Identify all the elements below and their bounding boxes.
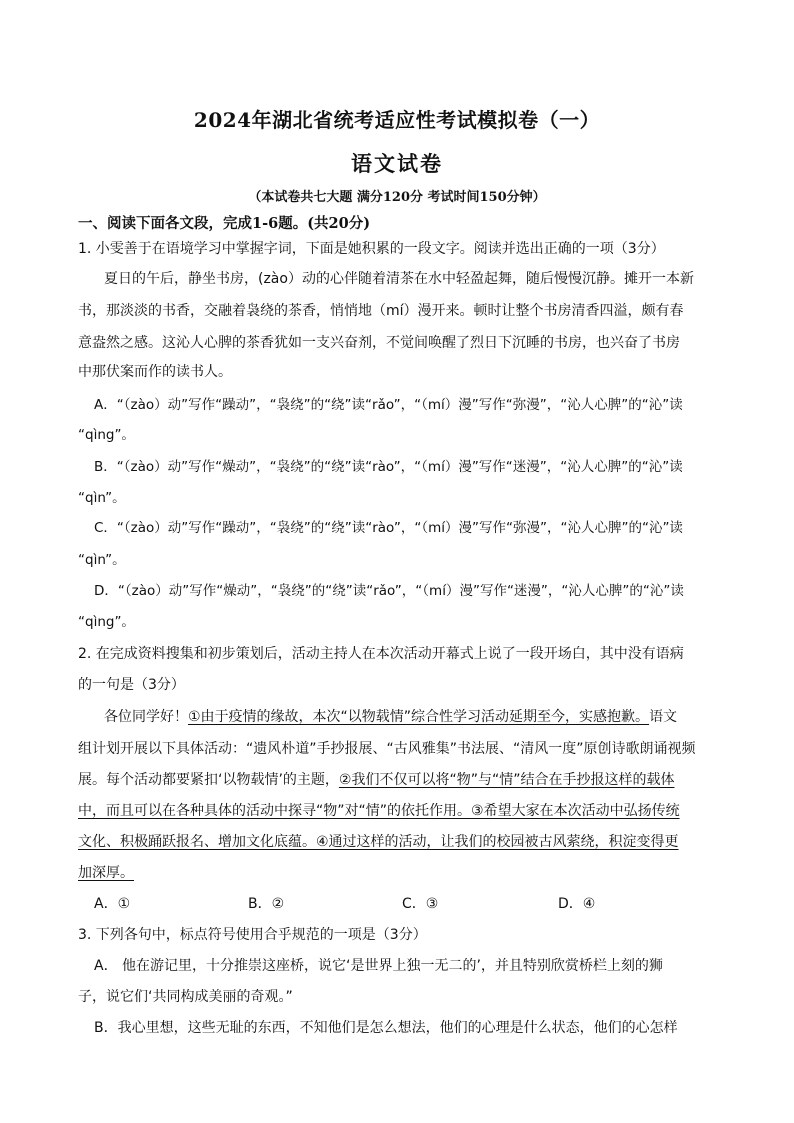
exam-note: （本试卷共七大题 满分120分 考试时间150分钟） [248,190,546,205]
q3-stem: 3. 下列各句中，标点符号使用合乎规范的一项是（3分） [78,927,427,943]
q2-stem-cont: 的一句是（3分） [78,677,185,693]
q1-stem: 1. 小雯善于在语境学习中掌握字词，下面是她积累的一段文字。阅读并选出正确的一项（3分） [78,241,665,257]
q2-option-c[interactable]: C．③ [402,896,439,912]
q2-option-d[interactable]: D．④ [558,896,596,912]
text: 展。每个活动都要紧扣‘以物载情’的主题， [78,772,339,788]
q2-option-a[interactable]: A．① [94,896,131,912]
q1-option-b-cont: “qìn”。 [78,490,126,506]
exam-title: 2024年湖北省统考适应性考试模拟卷（一） [193,108,601,132]
q2-passage-line [78,864,134,882]
q1-option-c-cont: “qìn”。 [78,552,126,568]
exam-subtitle: 语文试卷 [351,151,443,176]
q2-passage-line [104,708,677,726]
q2-passage-line [78,771,674,789]
sentence-1: ①由于疫情的缘故，本次“以物载情”综合性学习活动延期至今，实感抱歉。 [188,709,650,725]
q3-option-b[interactable]: B．我心里想，这些无耻的东西，不知他们是怎么想法，他们的心理是什么状态，他们的心怎样 [94,1020,678,1036]
q1-passage-line: 意盎然之感。这沁人心脾的茶香犹如一支兴奋剂，不觉间唤醒了烈日下沉睡的书房，也兴奋了书房 [78,335,680,351]
q3-option-a-cont: 子，说它们‘共同构成美丽的奇观。” [78,989,293,1005]
q2-stem: 2. 在完成资料搜集和初步策划后，活动主持人在本次活动开幕式上说了一段开场白，其中没有语病 [78,646,684,662]
q1-option-d[interactable]: D．“（zào）动”写作“燥动”，“袅绕”的“绕”读“rǎo”，“（mí）漫”写作“迷漫”，“沁人心脾”的“沁”读 [94,583,684,599]
q1-option-a-cont: “qìng”。 [78,427,135,443]
sentence-2-cont: 中，而且可以在各种具体的活动中探寻“物”对“情”的依托作用。 [78,803,472,819]
sentence-3: ③希望大家在本次活动中弘扬传统 [471,803,680,819]
q1-passage-line: 夏日的午后，静坐书房，(zào）动的心伴随着清茶在水中轻盈起舞，随后慢慢沉静。摊开一本新 [104,271,694,287]
q2-passage-line: 组计划开展以下具体活动：“遗风朴道”手抄报展、“古风雅集”书法展、“清风一度”原创诗歌朗诵视频 [78,741,696,757]
q2-option-b[interactable]: B．② [248,896,285,912]
q2-passage-line [78,802,680,820]
sentence-4-cont: 加深厚。 [78,865,134,881]
text: 语文 [649,709,678,725]
q1-option-c[interactable]: C．“（zào）动”写作“躁动”，“袅绕”的“绕”读“rào”，“（mí）漫”写作“弥漫”，“沁人心脾”的“沁”读 [94,520,683,536]
sentence-4: ④通过这样的活动，让我们的校园被古风萦绕，积淀变得更 [316,834,679,850]
q3-option-a[interactable]: A． 他在游记里，十分推崇这座桥，说它‘是世界上独一无二的’，并且特别欣赏桥栏上刻的狮 [94,958,663,974]
q1-option-b[interactable]: B．“（zào）动”写作“燥动”，“袅绕”的“绕”读“rào”，“（mí）漫”写作“迷漫”，“沁人心脾”的“沁”读 [94,459,683,475]
q1-passage-line: 书，那淡淡的书香，交融着袅绕的茶香，悄悄地（mí）漫开来。顿时让整个书房清香四溢，颇有春 [78,303,684,319]
sentence-2: ②我们不仅可以将“物”与“情”结合在手抄报这样的载体 [338,772,675,788]
q1-passage-line: 中那伏案而作的读书人。 [78,364,232,380]
sentence-3-cont: 文化、积极踊跃报名、增加文化底蕴。 [78,834,316,850]
q1-option-d-cont: “qìng”。 [78,614,135,630]
q1-option-a[interactable]: A．“（zào）动”写作“躁动”，“袅绕”的“绕”读“rǎo”，“（mí）漫”写作“弥漫”，“沁人心脾”的“沁”读 [94,397,683,413]
greeting: 各位同学好！ [104,709,188,725]
q2-passage-line [78,833,679,851]
section-heading: 一、阅读下面各文段，完成1-6题。(共20分) [78,215,371,232]
